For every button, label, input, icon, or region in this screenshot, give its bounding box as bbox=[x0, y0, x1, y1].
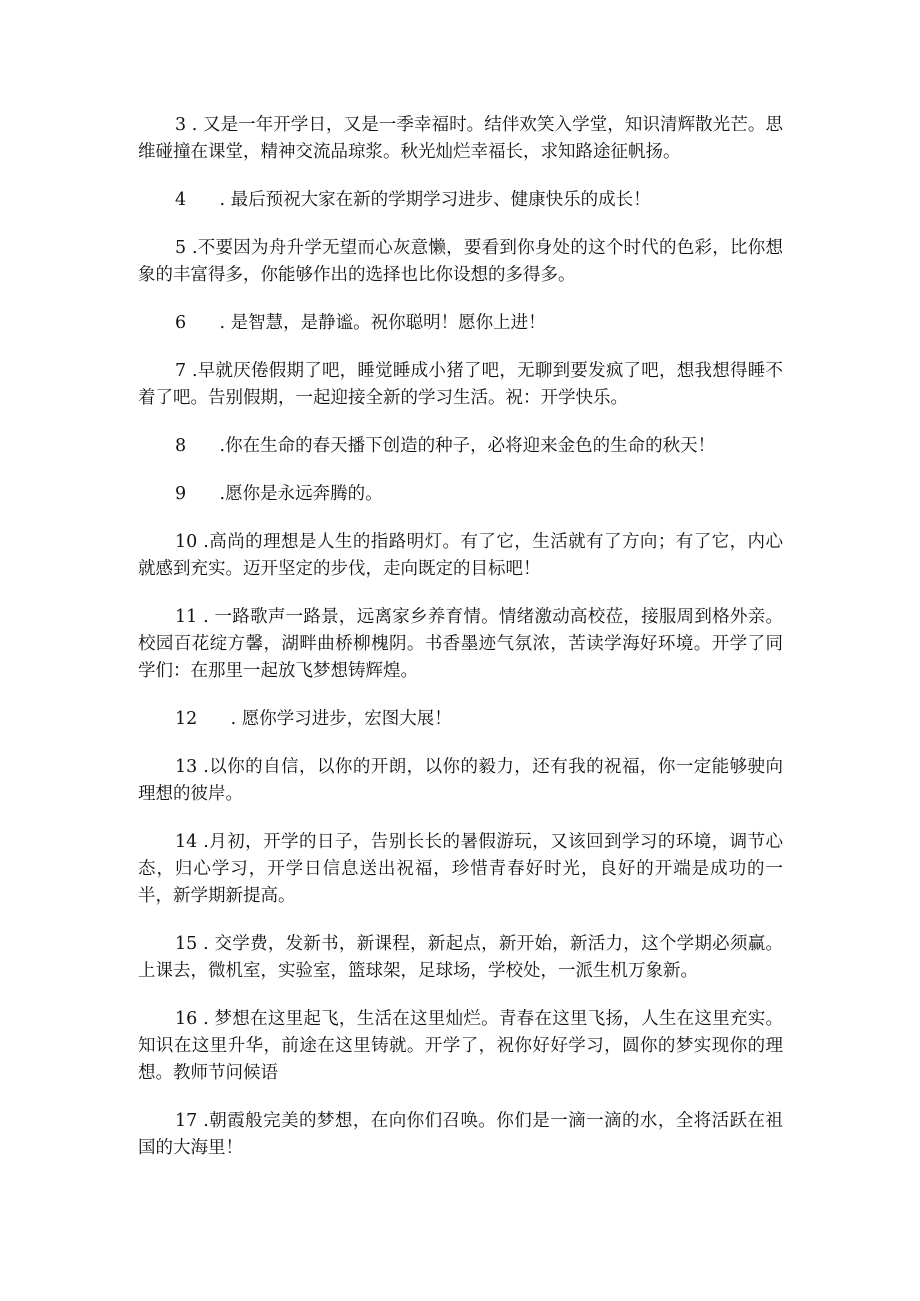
list-item bbox=[138, 235, 783, 289]
item-text: . 愿你学习进步，宏图大展！ bbox=[197, 709, 452, 729]
list-item bbox=[138, 187, 783, 214]
item-number: 9 bbox=[175, 484, 187, 504]
item-text: . 一路歌声一路景，远离家乡养育情。情绪激动高校莅，接服周到格外亲。校园百花绽方馨，湖畔曲桥柳槐阴。书香墨迹气氛浓，苦读学海好环境。开学了同学们：在那里一起放飞梦想铸辉煌。 bbox=[138, 607, 783, 681]
list-item bbox=[138, 481, 783, 508]
item-text: .愿你是永远奔腾的。 bbox=[186, 484, 383, 504]
list-item bbox=[138, 706, 783, 733]
item-number: 14 bbox=[175, 832, 198, 852]
list-item bbox=[138, 829, 783, 910]
list-item bbox=[138, 931, 783, 985]
item-text: .高尚的理想是人生的指路明灯。有了它，生活就有了方向；有了它，内心就感到充实。迈开坚定的步伐，走向既定的目标吧！ bbox=[138, 532, 783, 579]
item-text: . 最后预祝大家在新的学期学习进步、健康快乐的成长！ bbox=[186, 190, 651, 210]
item-text: . 是智慧，是静谧。祝你聪明！愿你上进！ bbox=[186, 313, 546, 333]
list-item bbox=[138, 529, 783, 583]
item-text: .你在生命的春天播下创造的种子，必将迎来金色的生命的秋天！ bbox=[186, 436, 716, 456]
item-text: . 交学费，发新书，新课程，新起点，新开始，新活力，这个学期必须赢。上课去，微机室，实验室，篮球架，足球场，学校处，一派生机万象新。 bbox=[138, 934, 783, 981]
item-number: 16 bbox=[175, 1009, 198, 1029]
item-number: 10 bbox=[175, 532, 198, 552]
list-item bbox=[138, 433, 783, 460]
item-text: .不要因为舟升学无望而心灰意懒，要看到你身处的这个时代的色彩，比你想象的丰富得多，你能够作出的选择也比你设想的多得多。 bbox=[138, 238, 783, 285]
list-item bbox=[138, 112, 783, 166]
list-item bbox=[138, 604, 783, 685]
item-text: . 梦想在这里起飞，生活在这里灿烂。青春在这里飞扬，人生在这里充实。知识在这里升华，前途在这里铸就。开学了，祝你好好学习，圆你的梦实现你的理想。教师节问候语 bbox=[138, 1009, 783, 1083]
blessing-list bbox=[138, 112, 783, 1183]
item-number: 4 bbox=[175, 190, 187, 210]
item-number: 5 bbox=[175, 238, 187, 258]
item-number: 3 bbox=[175, 115, 187, 135]
list-item bbox=[138, 358, 783, 412]
item-text: .以你的自信，以你的开朗，以你的毅力，还有我的祝福，你一定能够驶向理想的彼岸。 bbox=[138, 757, 783, 804]
list-item bbox=[138, 1108, 783, 1162]
item-text: .月初，开学的日子，告别长长的暑假游玩，又该回到学习的环境，调节心态，归心学习，开学日信息送出祝福，珍惜青春好时光，良好的开端是成功的一半，新学期新提高。 bbox=[138, 832, 783, 906]
item-number: 7 bbox=[175, 361, 187, 381]
item-number: 6 bbox=[175, 313, 187, 333]
list-item bbox=[138, 310, 783, 337]
item-number: 17 bbox=[175, 1111, 198, 1131]
item-number: 13 bbox=[175, 757, 198, 777]
list-item bbox=[138, 754, 783, 808]
item-text: . 又是一年开学日，又是一季幸福时。结伴欢笑入学堂，知识清辉散光芒。思维碰撞在课堂，精神交流品琼浆。秋光灿烂幸福长，求知路途征帆扬。 bbox=[138, 115, 783, 162]
item-text: .朝霞般完美的梦想，在向你们召唤。你们是一滴一滴的水，全将活跃在祖国的大海里！ bbox=[138, 1111, 783, 1158]
item-text: .早就厌倦假期了吧，睡觉睡成小猪了吧，无聊到要发疯了吧，想我想得睡不着了吧。告别假期，一起迎接全新的学习生活。祝：开学快乐。 bbox=[138, 361, 783, 408]
item-number: 12 bbox=[175, 709, 198, 729]
list-item bbox=[138, 1006, 783, 1087]
item-number: 11 bbox=[175, 607, 198, 627]
item-number: 8 bbox=[175, 436, 187, 456]
item-number: 15 bbox=[175, 934, 198, 954]
